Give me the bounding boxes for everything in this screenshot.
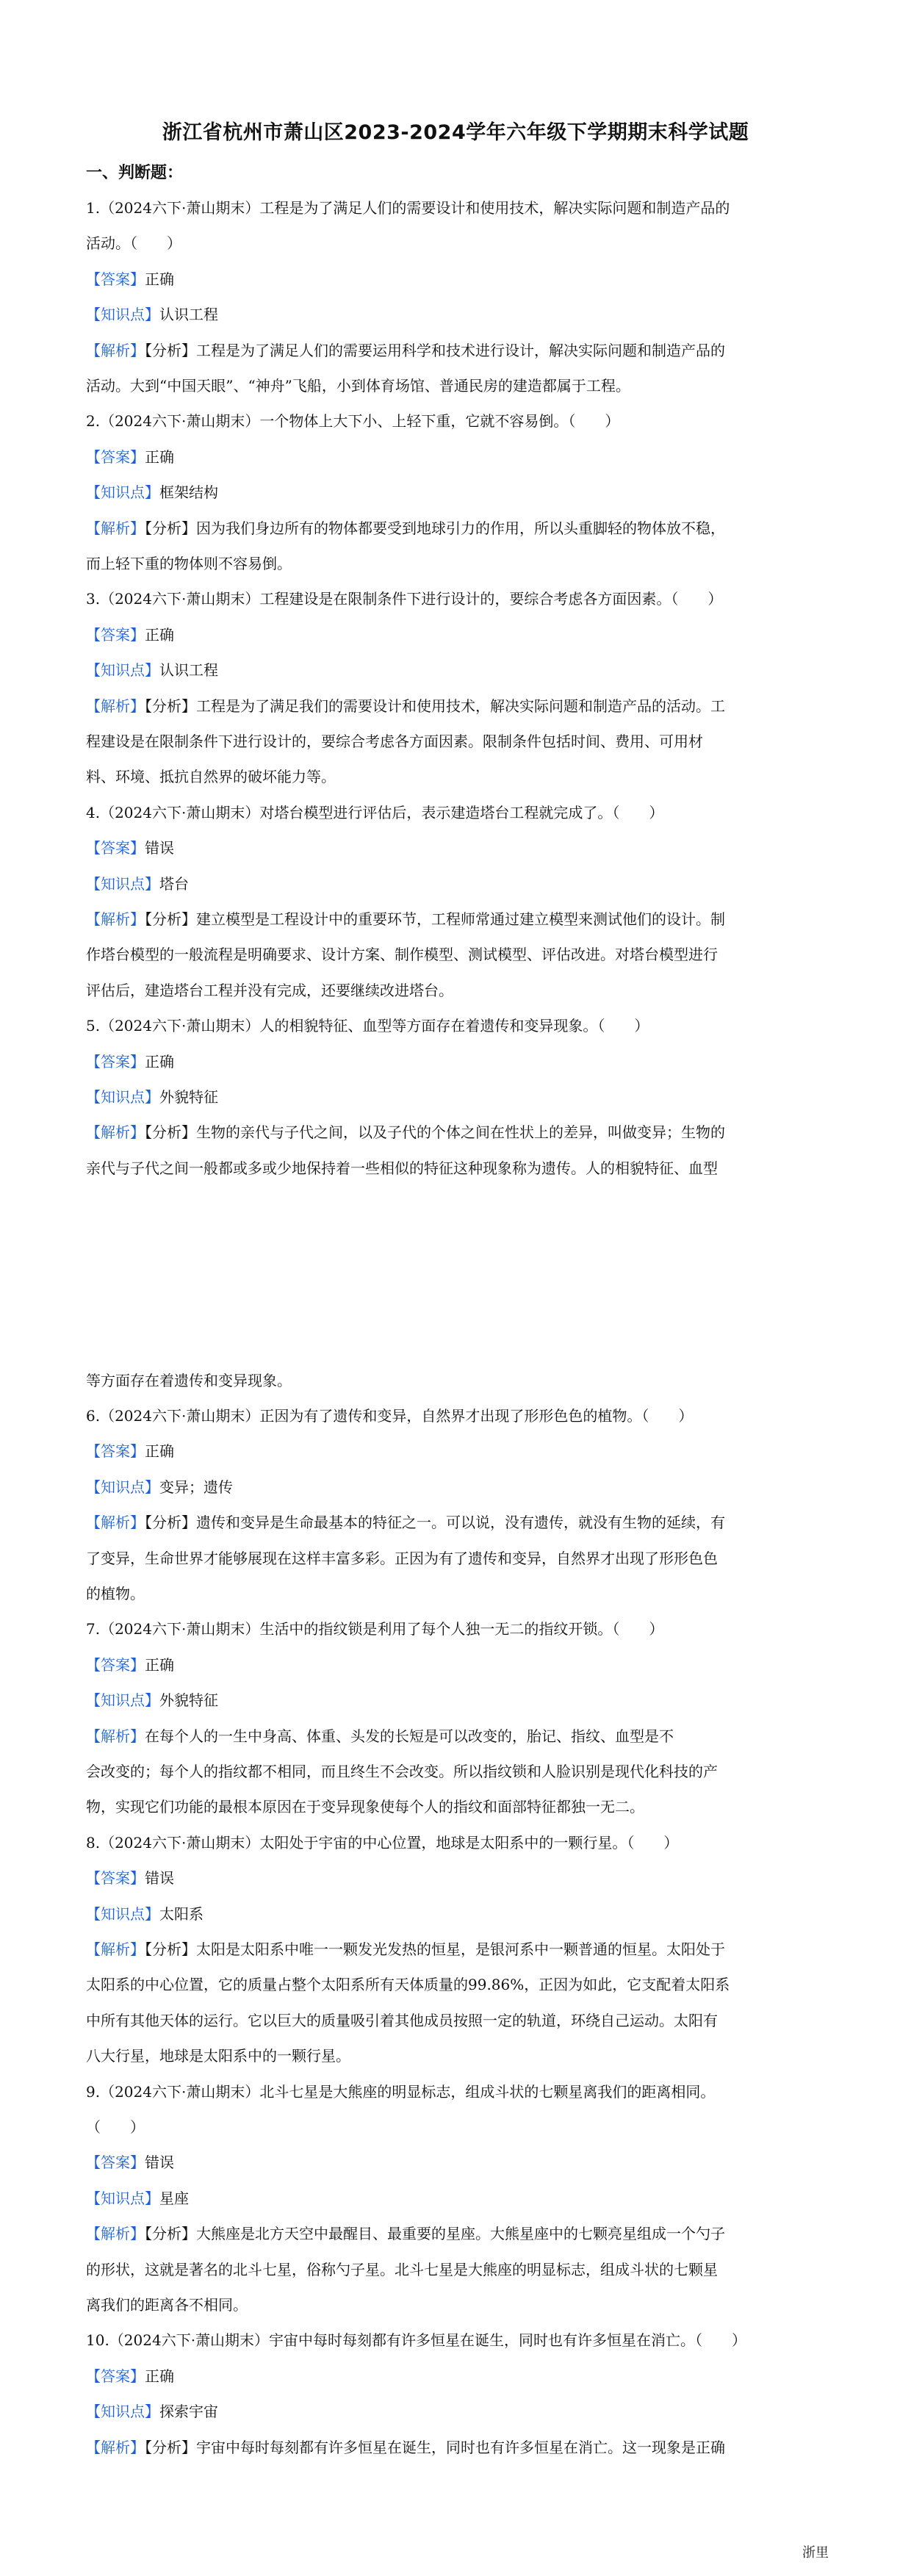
analysis-tag: 【解析】 <box>86 2225 145 2242</box>
analysis-line <box>86 1938 829 1960</box>
analysis-tag: 【解析】 <box>86 519 145 537</box>
analysis-line <box>86 2045 829 2067</box>
question-text <box>86 588 829 610</box>
analysis-text: 亲代与子代之间一般都或多或少地保持着一些相似的特征这种现象称为遗传。人的相貌特征、血型 <box>86 1159 718 1177</box>
knowledge-tag: 【知识点】 <box>86 306 159 323</box>
knowledge-row <box>86 2400 829 2422</box>
analysis-tag: 【解析】 <box>86 1727 145 1745</box>
analysis-line <box>86 908 829 930</box>
knowledge-tag: 【知识点】 <box>86 2190 159 2207</box>
analysis-line <box>86 1974 829 1996</box>
answer-value: 错误 <box>145 2154 174 2171</box>
analysis-line <box>86 979 829 1001</box>
answer-tag: 【答案】 <box>86 270 145 288</box>
analysis-text: 【分析】生物的亲代与子代之间，以及子代的个体之间在性状上的差异，叫做变异；生物的 <box>145 1123 725 1141</box>
analysis-text: 【分析】宇宙中每时每刻都有许多恒星在诞生，同时也有许多恒星在消亡。这一现象是正确 <box>145 2439 725 2456</box>
analysis-text: 离我们的距离各不相同。 <box>86 2296 248 2314</box>
analysis-text: 【分析】工程是为了满足人们的需要运用科学和技术进行设计，解决实际问题和制造产品的 <box>145 342 725 359</box>
answer-tag: 【答案】 <box>86 1442 145 1460</box>
answer-value: 正确 <box>145 1442 174 1460</box>
analysis-tag: 【解析】 <box>86 1940 145 1958</box>
question-text <box>86 2081 829 2103</box>
analysis-line <box>86 517 829 539</box>
analysis-line <box>86 943 829 965</box>
analysis-line <box>86 1547 829 1569</box>
analysis-text: 【分析】大熊座是北方天空中最醒目、最重要的星座。大熊星座中的七颗亮星组成一个勺子 <box>145 2225 725 2242</box>
analysis-text: 的形状，这就是著名的北斗七星，俗称勺子星。北斗七星是大熊座的明显标志，组成斗状的七颗星 <box>86 2261 718 2278</box>
question-line: 1.（2024六下·萧山期末）工程是为了满足人们的需要设计和使用技术，解决实际问题和制造产品的 <box>86 199 730 217</box>
answer-value: 正确 <box>145 1053 174 1071</box>
knowledge-row <box>86 1086 829 1108</box>
question-line: 9.（2024六下·萧山期末）北斗七星是大熊座的明显标志，组成斗状的七颗星离我们的距离相同。 <box>86 2083 716 2101</box>
analysis-line <box>86 2223 829 2245</box>
knowledge-value: 外貌特征 <box>159 1691 218 1709</box>
analysis-text: 在每个人的一生中身高、体重、头发的长短是可以改变的，胎记、指纹、血型是不 <box>145 1727 674 1745</box>
analysis-line <box>86 1583 829 1605</box>
knowledge-value: 认识工程 <box>159 306 218 323</box>
analysis-text: 会改变的；每个人的指纹都不相同，而且终生不会改变。所以指纹锁和人脸识别是现代化科技的产 <box>86 1763 718 1780</box>
analysis-line <box>86 375 829 397</box>
analysis-text: 【分析】建立模型是工程设计中的重要环节，工程师常通过建立模型来测试他们的设计。制 <box>145 910 725 928</box>
analysis-tag: 【解析】 <box>86 1123 145 1141</box>
knowledge-row <box>86 1689 829 1711</box>
knowledge-row <box>86 1476 829 1498</box>
knowledge-value: 星座 <box>159 2190 189 2207</box>
analysis-line <box>86 1760 829 1782</box>
answer-row <box>86 1440 829 1462</box>
knowledge-value: 探索宇宙 <box>159 2403 218 2420</box>
knowledge-value: 塔台 <box>159 875 189 893</box>
analysis-tag: 【解析】 <box>86 342 145 359</box>
analysis-line <box>86 730 829 752</box>
knowledge-tag: 【知识点】 <box>86 1691 159 1709</box>
question-line: 7.（2024六下·萧山期末）生活中的指纹锁是利用了每个人独一无二的指纹开锁。（ ） <box>86 1620 664 1638</box>
analysis-line <box>86 553 829 575</box>
answer-row <box>86 837 829 859</box>
analysis-text: 【分析】太阳是太阳系中唯一一颗发光发热的恒星，是银河系中一颗普通的恒星。太阳处于 <box>145 1940 725 1958</box>
knowledge-value: 外貌特征 <box>159 1088 218 1106</box>
question-line: 活动。（ ） <box>86 234 181 252</box>
question-line: （ ） <box>86 2118 145 2136</box>
analysis-line <box>86 766 829 788</box>
knowledge-row <box>86 659 829 681</box>
answer-value: 正确 <box>145 270 174 288</box>
analysis-text: 评估后，建造塔台工程并没有完成，还要继续改进塔台。 <box>86 982 453 999</box>
question-line: 3.（2024六下·萧山期末）工程建设是在限制条件下进行设计的，要综合考虑各方面因素。（ ） <box>86 590 723 608</box>
analysis-line <box>86 695 829 717</box>
knowledge-row <box>86 303 829 325</box>
question-text <box>86 2329 829 2351</box>
answer-value: 正确 <box>145 626 174 644</box>
analysis-tag: 【解析】 <box>86 2439 145 2456</box>
analysis-tag: 【解析】 <box>86 1514 145 1531</box>
knowledge-row <box>86 873 829 895</box>
analysis-line <box>86 1725 829 1747</box>
analysis-line <box>86 1796 829 1818</box>
answer-tag: 【答案】 <box>86 1656 145 1674</box>
knowledge-tag: 【知识点】 <box>86 1088 159 1106</box>
answer-tag: 【答案】 <box>86 1053 145 1071</box>
analysis-line <box>86 1121 829 1143</box>
knowledge-tag: 【知识点】 <box>86 1905 159 1923</box>
analysis-line <box>86 1511 829 1533</box>
answer-value: 正确 <box>145 1656 174 1674</box>
answer-value: 正确 <box>145 448 174 466</box>
question-line: 4.（2024六下·萧山期末）对塔台模型进行评估后，表示建造塔台工程就完成了。（ ） <box>86 804 664 821</box>
answer-row <box>86 268 829 290</box>
knowledge-row <box>86 481 829 503</box>
analysis-text: 的植物。 <box>86 1585 145 1602</box>
knowledge-row <box>86 2187 829 2209</box>
section-heading: 一、判断题： <box>86 164 184 182</box>
answer-value: 错误 <box>145 1869 174 1887</box>
answer-value: 错误 <box>145 839 174 857</box>
knowledge-tag: 【知识点】 <box>86 875 159 893</box>
knowledge-tag: 【知识点】 <box>86 483 159 501</box>
analysis-text: 作塔台模型的一般流程是明确要求、设计方案、制作模型、测试模型、评估改进。对塔台模型进行 <box>86 946 718 963</box>
question-text <box>86 1618 829 1640</box>
question-text <box>86 410 829 432</box>
answer-row <box>86 446 829 468</box>
analysis-line <box>86 2436 829 2458</box>
answer-tag: 【答案】 <box>86 2367 145 2385</box>
knowledge-tag: 【知识点】 <box>86 1478 159 1496</box>
question-text <box>86 802 829 824</box>
answer-tag: 【答案】 <box>86 1869 145 1887</box>
question-text <box>86 197 829 219</box>
analysis-tag: 【解析】 <box>86 697 145 715</box>
answer-row <box>86 1867 829 1889</box>
analysis-text: 程建设是在限制条件下进行设计的，要综合考虑各方面因素。限制条件包括时间、费用、可用材 <box>86 733 703 750</box>
answer-tag: 【答案】 <box>86 626 145 644</box>
page-title: 浙江省杭州市萧山区2023-2024学年六年级下学期期末科学试题 <box>162 121 749 144</box>
analysis-text: 【分析】因为我们身边所有的物体都要受到地球引力的作用，所以头重脚轻的物体放不稳， <box>145 519 725 537</box>
answer-row <box>86 2151 829 2173</box>
knowledge-value: 认识工程 <box>159 661 218 679</box>
knowledge-row <box>86 1903 829 1925</box>
knowledge-value: 变异；遗传 <box>159 1478 233 1496</box>
analysis-text: 了变异，生命世界才能够展现在这样丰富多彩。正因为有了遗传和变异，自然界才出现了形形色色 <box>86 1550 718 1567</box>
analysis-continued <box>86 1370 829 1392</box>
answer-tag: 【答案】 <box>86 2154 145 2171</box>
question-text <box>86 1015 829 1037</box>
analysis-text: 中所有其他天体的运行。它以巨大的质量吸引着其他成员按照一定的轨道，环绕自己运动。太阳有 <box>86 2012 718 2029</box>
analysis-text: 【分析】工程是为了满足我们的需要设计和使用技术，解决实际问题和制造产品的活动。工 <box>145 697 725 715</box>
question-line: 6.（2024六下·萧山期末）正因为有了遗传和变异，自然界才出现了形形色色的植物。（ ） <box>86 1407 694 1425</box>
analysis-line <box>86 1157 829 1179</box>
knowledge-value: 框架结构 <box>159 483 218 501</box>
question-text <box>86 1832 829 1854</box>
analysis-text: 【分析】遗传和变异是生命最基本的特征之一。可以说，没有遗传，就没有生物的延续，有 <box>145 1514 725 1531</box>
answer-row <box>86 624 829 646</box>
analysis-text: 物，实现它们功能的最根本原因在于变异现象使每个人的指纹和面部特征都独一无二。 <box>86 1798 644 1816</box>
analysis-line <box>86 2294 829 2316</box>
question-line: 5.（2024六下·萧山期末）人的相貌特征、血型等方面存在着遗传和变异现象。（ ） <box>86 1017 649 1035</box>
analysis-line <box>86 2259 829 2281</box>
knowledge-tag: 【知识点】 <box>86 661 159 679</box>
answer-row <box>86 2365 829 2387</box>
question-line: 8.（2024六下·萧山期末）太阳处于宇宙的中心位置，地球是太阳系中的一颗行星。（ ） <box>86 1834 679 1852</box>
knowledge-tag: 【知识点】 <box>86 2403 159 2420</box>
question-line: 10.（2024六下·萧山期末）宇宙中每时每刻都有许多恒星在诞生，同时也有许多恒星在消亡。（ ） <box>86 2331 747 2349</box>
analysis-text: 八大行星，地球是太阳系中的一颗行星。 <box>86 2047 350 2065</box>
answer-row <box>86 1654 829 1676</box>
analysis-line <box>86 2010 829 2032</box>
analysis-line <box>86 339 829 361</box>
analysis-text: 等方面存在着遗传和变异现象。 <box>86 1372 292 1389</box>
answer-row <box>86 1051 829 1073</box>
question-text <box>86 2116 829 2138</box>
analysis-text: 太阳系的中心位置，它的质量占整个太阳系所有天体质量的99.86%，正因为如此，它支配着太阳系 <box>86 1976 730 1993</box>
answer-value: 正确 <box>145 2367 174 2385</box>
page-footer: 浙里 <box>802 2545 829 2561</box>
analysis-text: 而上轻下重的物体则不容易倒。 <box>86 555 292 572</box>
question-line: 2.（2024六下·萧山期末）一个物体上大下小、上轻下重，它就不容易倒。（ ） <box>86 412 620 430</box>
answer-tag: 【答案】 <box>86 839 145 857</box>
knowledge-value: 太阳系 <box>159 1905 204 1923</box>
analysis-text: 料、环境、抵抗自然界的破坏能力等。 <box>86 768 336 785</box>
answer-tag: 【答案】 <box>86 448 145 466</box>
analysis-tag: 【解析】 <box>86 910 145 928</box>
question-text <box>86 232 829 254</box>
analysis-text: 活动。大到“中国天眼”、“神舟”飞船，小到体育场馆、普通民房的建造都属于工程。 <box>86 377 630 395</box>
question-text <box>86 1405 829 1427</box>
